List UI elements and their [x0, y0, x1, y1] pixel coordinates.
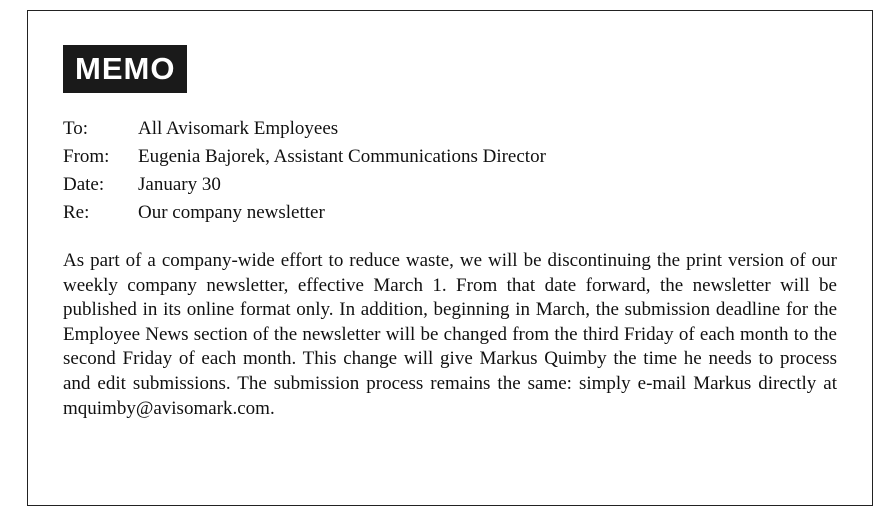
- date-row: [63, 171, 546, 199]
- from-value: Eugenia Bajorek, Assistant Communications Director: [138, 146, 546, 167]
- date-value: January 30: [138, 174, 221, 195]
- memo-header: [63, 115, 546, 227]
- subject-label: Re:: [63, 202, 90, 223]
- subject-value: Our company newsletter: [138, 202, 325, 223]
- from-row: [63, 143, 546, 171]
- to-label: To:: [63, 118, 89, 139]
- memo-badge: MEMO: [63, 45, 187, 93]
- to-row: [63, 115, 546, 143]
- memo-frame: [27, 10, 873, 506]
- to-value: All Avisomark Employees: [138, 118, 339, 139]
- date-label: Date:: [63, 174, 105, 195]
- subject-row: [63, 199, 546, 227]
- memo-body: As part of a company-wide effort to reduce waste, we will be discontinuing the print version of our weekly company newsletter, effective March 1. From that date forward, the newsletter will be published in its online format only. In addition, beginning in March, the submission deadline for the Employee News section of the newsletter will be changed from the third Friday of each month to the second Friday of each month. This change will give Markus Quimby the time he needs to process and edit submissions. The submission process remains the same: simply e-mail Markus directly at mquimby@avisomark.com.: [63, 250, 837, 419]
- from-label: From:: [63, 146, 110, 167]
